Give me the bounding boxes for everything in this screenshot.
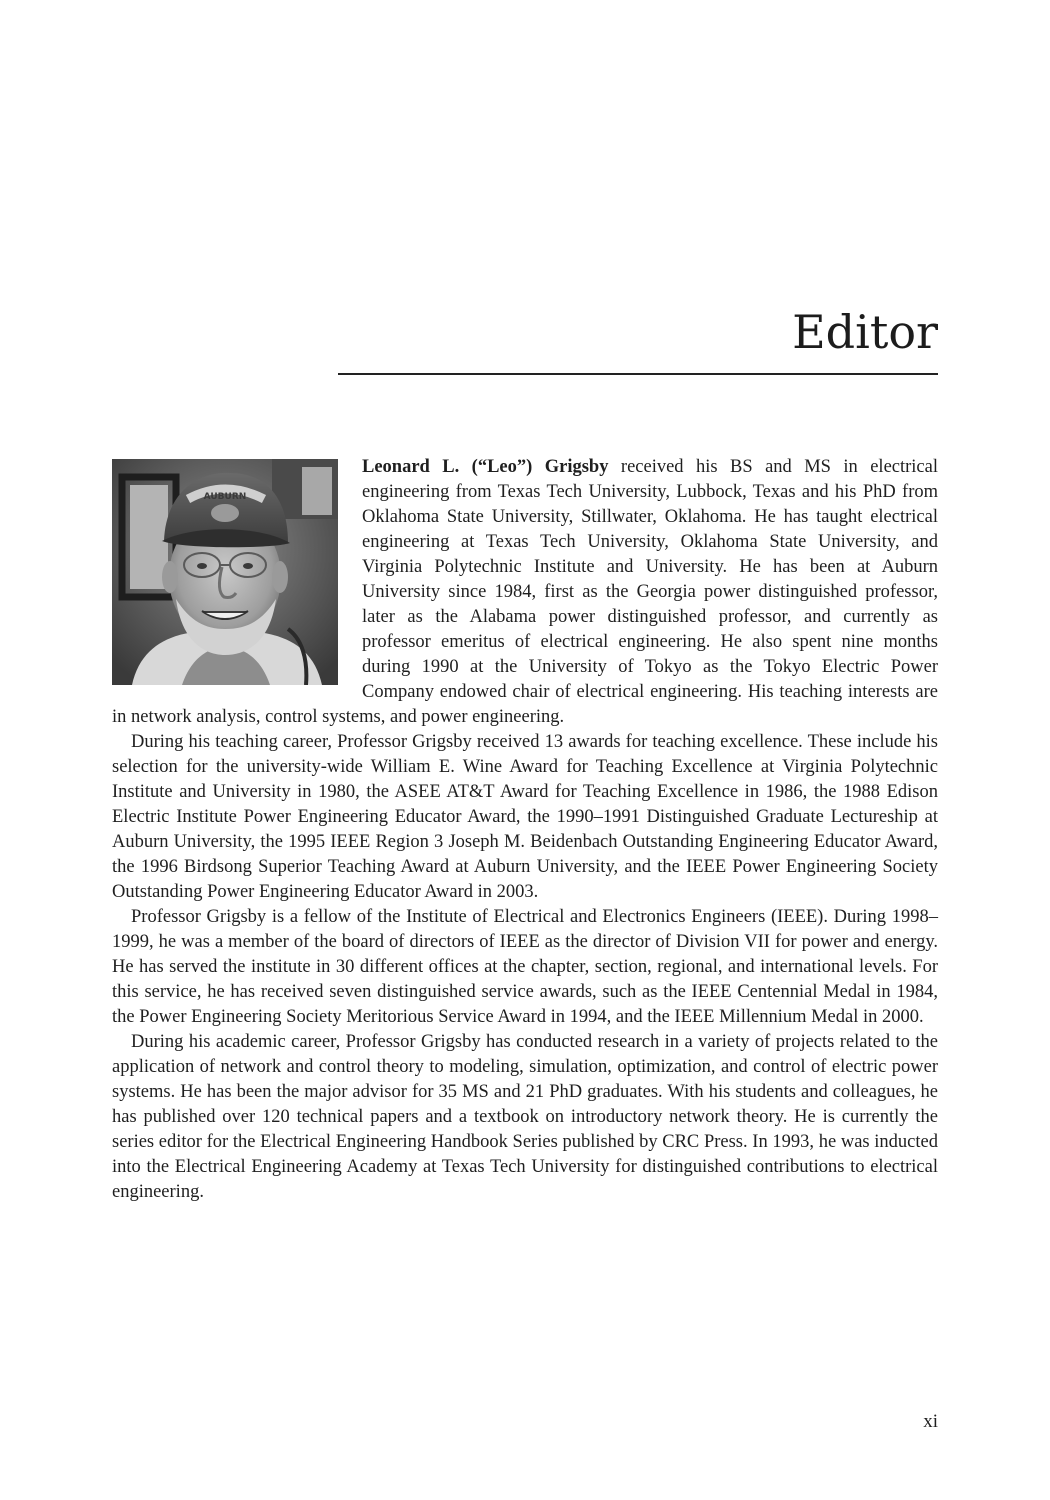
page-number: xi [923,1411,938,1432]
portrait-image [112,459,338,685]
bio-paragraph-teaching: During his teaching career, Professor Grigsby received 13 awards for teaching excellence. These include his selection for the university-wide William E. Wine Award for Teaching Excellence at Virginia Polytechnic Institute and University in 1980, the ASEE AT&T Award for Teaching Excellence in 1986, the 1988 Edison Electric Institute Power Engineering Educator Award, the 1990–1991 Distinguished Graduate Lectureship at Auburn University, the 1995 IEEE Region 3 Joseph M. Beidenbach Outstanding Engineering Educator Award, the 1996 Birdsong Superior Teaching Award at Auburn University, and the IEEE Power Engineering Society Outstanding Power Engineering Educator Award in 2003. [112,732,938,902]
cap-logo-text: AUBURN [203,492,247,502]
bio-paragraph-research: During his academic career, Professor Grigsby has conducted research in a variety of projects related to the application of network and control theory to modeling, simulation, optimization, and control of electric power systems. He has been the major advisor for 35 MS and 21 PhD graduates. With his students and colleagues, he has published over 120 technical papers and a textbook on introductory network theory. He is currently the series editor for the Electrical Engineering Handbook Series published by CRC Press. In 1993, he was inducted into the Electrical Engineering Academy at Texas Tech University for distinguished contributions to electrical engineering. [112,1032,938,1202]
editor-name: Leonard L. (“Leo”) Grigsby [362,457,609,477]
bio-content [112,455,938,1205]
bio-paragraph-ieee: Professor Grigsby is a fellow of the Institute of Electrical and Electronics Engineers (IEEE). During 1998–1999, he was a member of the board of directors of IEEE as the director of Division VII for power and energy. He has served the institute in 30 different offices at the chapter, section, regional, and international levels. For this service, he has received seven distinguished service awards, such as the IEEE Centennial Medal in 1984, the Power Engineering Society Meritorious Service Award in 1994, and the IEEE Millennium Medal in 2000. [112,907,938,1027]
bio-intro-text: received his BS and MS in electrical engineering from Texas Tech University, Lubbock, Texas and his PhD from Oklahoma State University, Stillwater, Oklahoma. He has taught electrical engineering at Texas Tech University, Oklahoma State University, and Virginia Polytechnic Institute and University. He has been at Auburn University since 1984, first as the Georgia power distinguished professor, later as the Alabama power distinguished professor, and currently as professor emeritus of electrical engineering. He also spent nine months during 1990 at the University of Tokyo as the Tokyo Electric Power Company endowed chair of electrical engineering. His teaching interests are in network analysis, control systems, and power engineering. [112,457,938,727]
editor-photo [112,459,338,685]
page-title: Editor [792,305,938,359]
title-rule [338,373,938,375]
